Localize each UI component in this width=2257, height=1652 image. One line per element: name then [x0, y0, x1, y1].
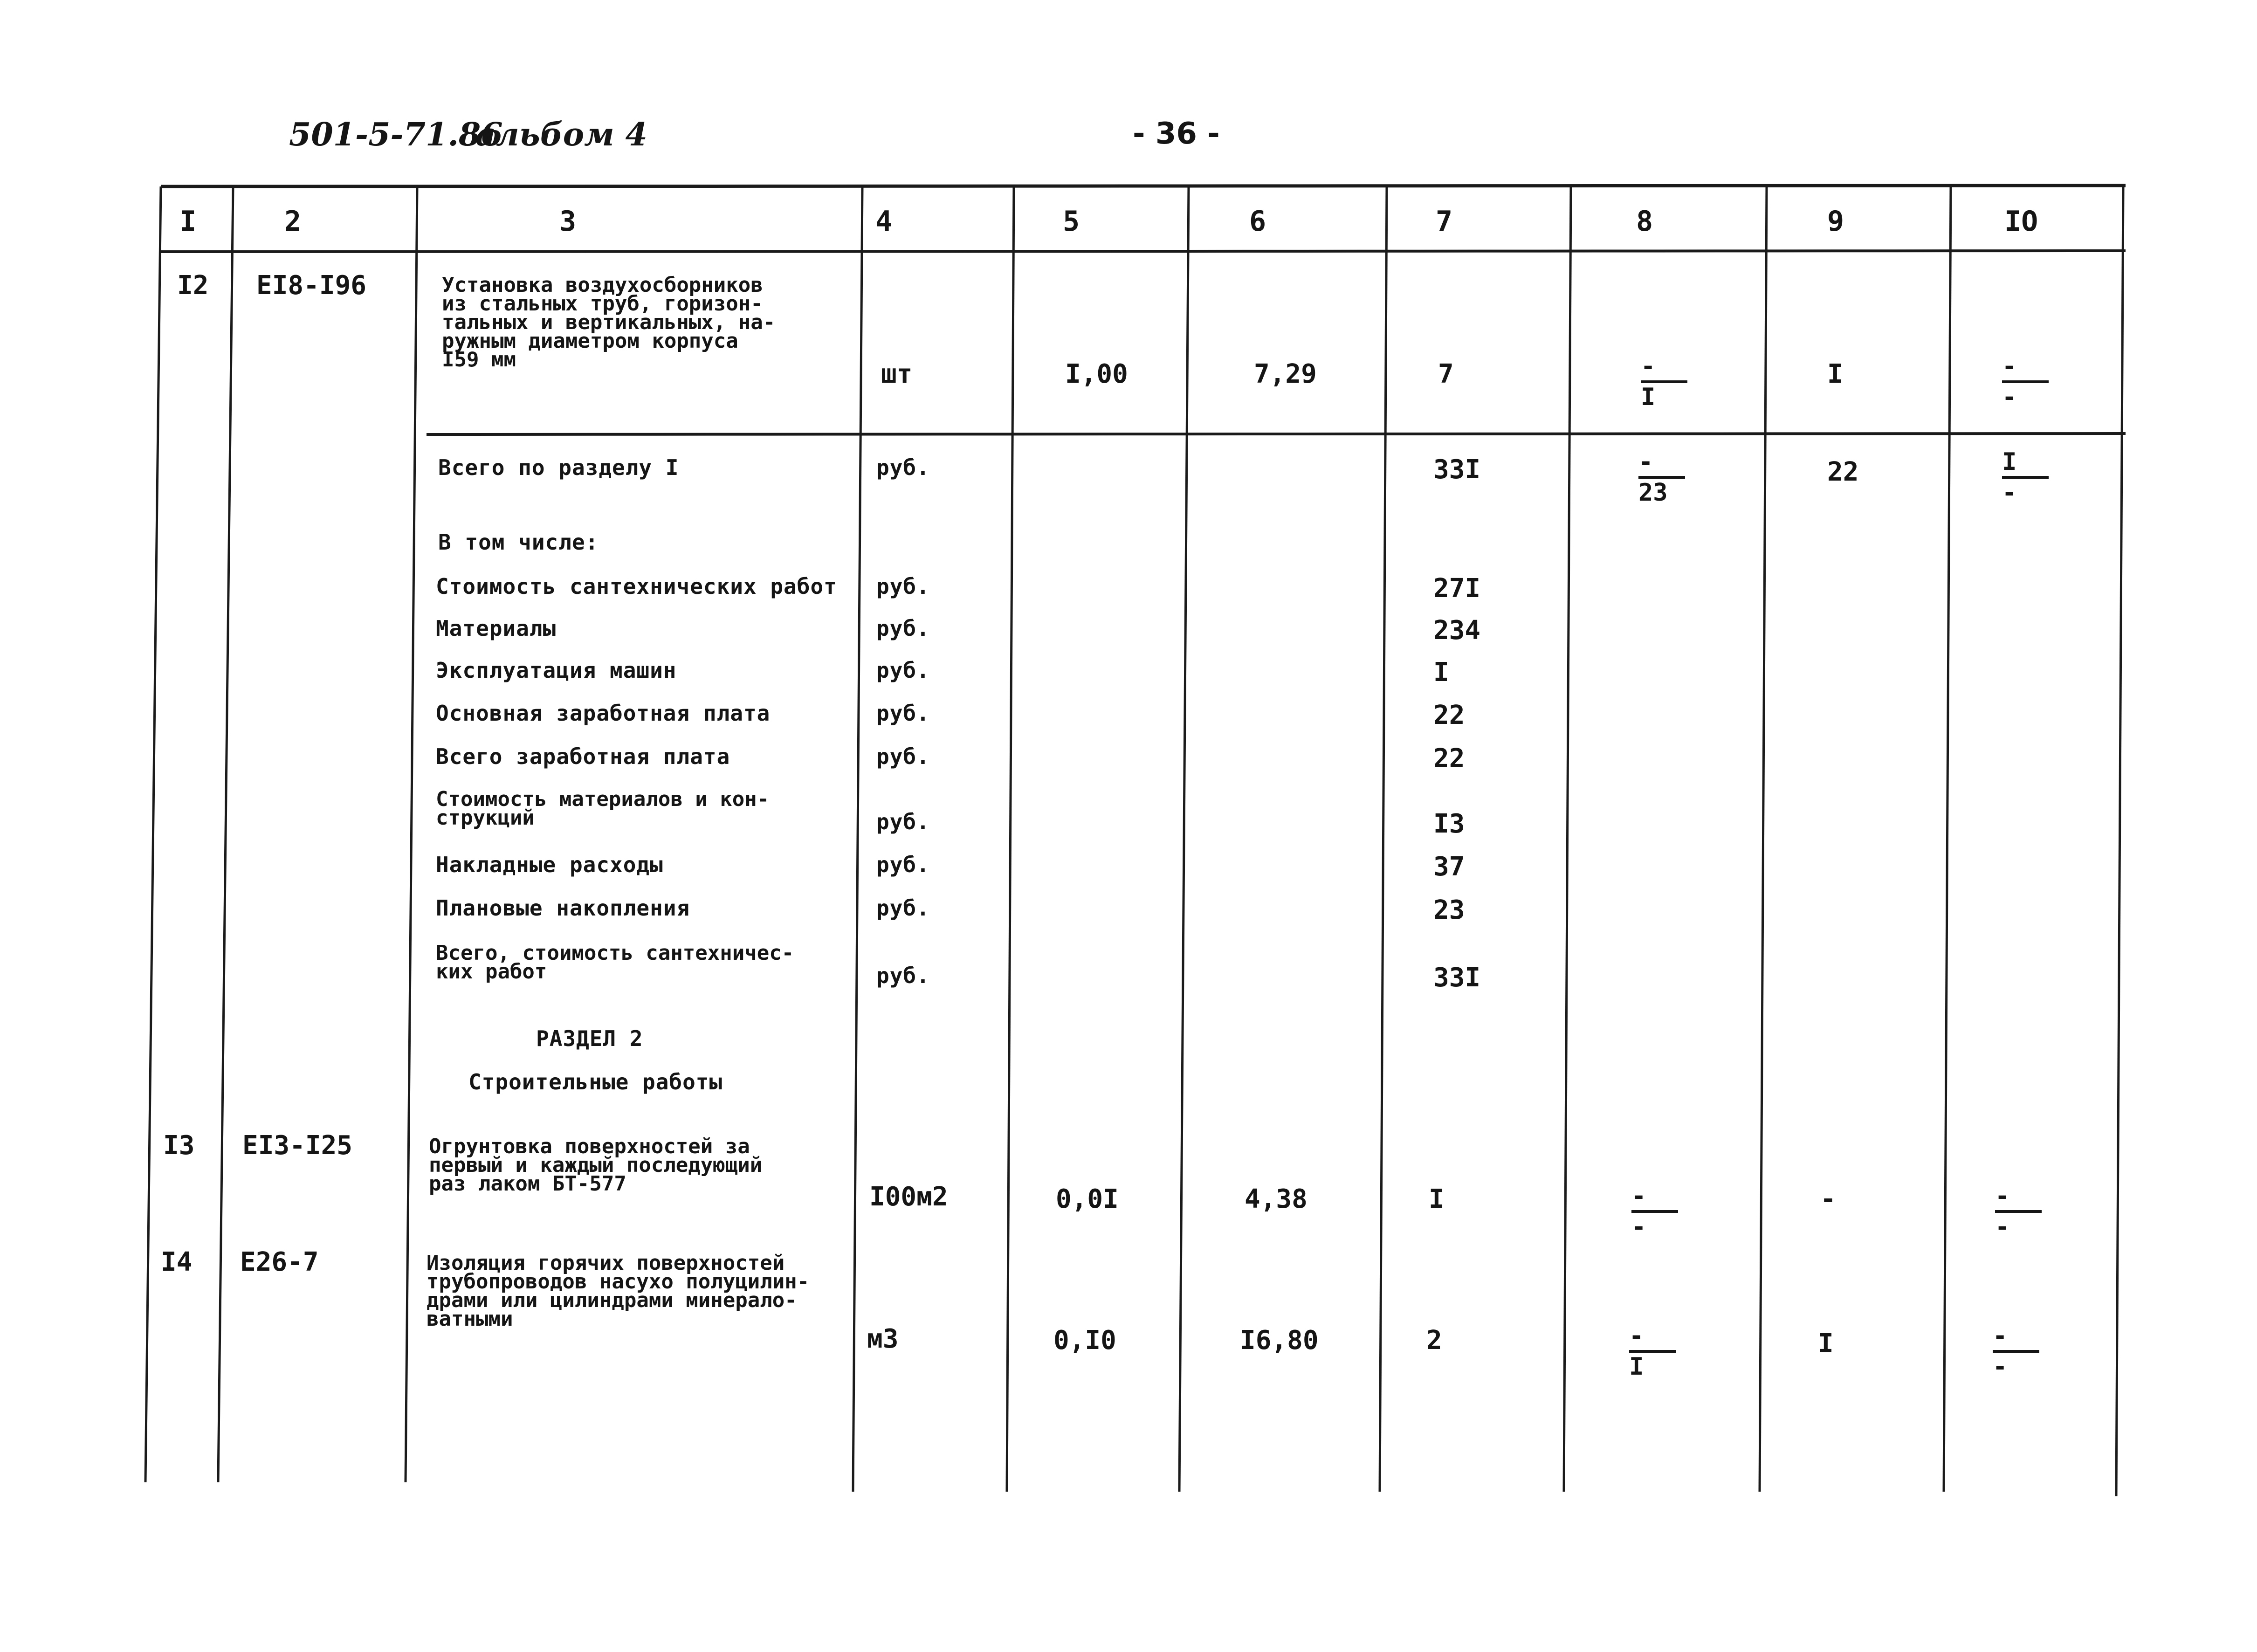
- unit-price: I6,80: [1240, 1325, 1319, 1356]
- unit: шт: [881, 359, 913, 389]
- column-header: 3: [559, 205, 577, 238]
- total-cost: 2: [1426, 1325, 1442, 1356]
- section-subtitle: Строительные работы: [468, 1069, 723, 1094]
- breakdown-unit: руб.: [876, 658, 930, 683]
- breakdown-value: 23: [1433, 895, 1465, 925]
- total-cost: I: [1429, 1184, 1445, 1214]
- unit-price: 4,38: [1245, 1184, 1307, 1214]
- column-header: 9: [1827, 205, 1844, 238]
- breakdown-unit: руб.: [876, 744, 930, 769]
- breakdown-unit: руб.: [876, 895, 930, 921]
- column-header: 8: [1636, 205, 1653, 238]
- column-header: 2: [284, 205, 302, 238]
- breakdown-label: Стоимость материалов и кон- струкций: [436, 787, 770, 830]
- breakdown-value: 37: [1433, 852, 1465, 882]
- breakdown-label: Всего заработная плата: [436, 744, 730, 769]
- breakdown-label: Материалы: [436, 616, 557, 641]
- column-9-value: I: [1827, 359, 1843, 389]
- work-description: Изоляция горячих поверхностей трубопроводов насухо полуцилин- драми или цилиндрами минерало- ватными: [427, 1251, 810, 1331]
- row-number: I4: [161, 1247, 193, 1277]
- column-10-value: I -: [2002, 450, 2058, 505]
- column-header: 4: [875, 205, 893, 238]
- column-header: 7: [1436, 205, 1453, 238]
- breakdown-value: I3: [1433, 809, 1465, 839]
- row-number: I3: [163, 1130, 195, 1161]
- column-header: 6: [1249, 205, 1266, 238]
- breakdown-label: Эксплуатация машин: [436, 658, 677, 683]
- column-8-value: - 23: [1638, 450, 1694, 505]
- breakdown-unit: руб.: [876, 701, 930, 726]
- column-9-value: -: [1820, 1184, 1836, 1214]
- column-header: I: [179, 205, 197, 238]
- including-label: В том числе:: [438, 530, 599, 555]
- breakdown-value: 234: [1433, 615, 1481, 646]
- row-number: I2: [177, 270, 209, 301]
- column-8-value: - I: [1629, 1324, 1685, 1379]
- breakdown-unit: руб.: [876, 616, 930, 641]
- document-code: 501-5-71.86: [289, 116, 503, 153]
- column-8-value: - -: [1631, 1184, 1687, 1239]
- breakdown-value: 27I: [1433, 573, 1481, 604]
- section-total-label: Всего по разделу I: [438, 455, 679, 480]
- breakdown-value: 22: [1433, 700, 1465, 730]
- column-header: IO: [2004, 205, 2038, 238]
- total-cost: 7: [1438, 359, 1454, 389]
- breakdown-value: 33I: [1433, 963, 1481, 993]
- work-description: Огрунтовка поверхностей за первый и каждый последующий раз лаком БТ-577: [429, 1135, 763, 1196]
- unit: руб.: [876, 455, 930, 480]
- breakdown-unit: руб.: [876, 852, 930, 877]
- breakdown-value: I: [1433, 657, 1449, 688]
- unit: м3: [867, 1324, 899, 1354]
- column-10-value: - -: [1995, 1184, 2051, 1239]
- column-10-value: - -: [1993, 1324, 2049, 1379]
- rate-code: EI8-I96: [256, 270, 367, 301]
- rate-code: E26-7: [240, 1247, 319, 1277]
- breakdown-unit: руб.: [876, 574, 930, 599]
- breakdown-label: Основная заработная плата: [436, 701, 771, 726]
- work-description: Установка воздухосборников из стальных труб, горизон- тальных и вертикальных, на- ружным диаметром корпуса I59 мм: [442, 273, 776, 372]
- section-title: РАЗДЕЛ 2: [536, 1026, 643, 1051]
- breakdown-unit: руб.: [876, 809, 930, 834]
- column-10-value: - -: [2002, 354, 2058, 409]
- unit-price: 7,29: [1254, 359, 1317, 389]
- quantity: I,00: [1065, 359, 1128, 389]
- column-8-value: - I: [1641, 354, 1697, 409]
- breakdown-unit: руб.: [876, 963, 930, 988]
- total-cost: 33I: [1433, 454, 1481, 485]
- column-9-value: 22: [1827, 457, 1859, 487]
- quantity: 0,I0: [1053, 1325, 1116, 1356]
- album-label: альбом 4: [475, 116, 647, 153]
- unit: I00м2: [869, 1182, 948, 1212]
- breakdown-label: Всего, стоимость сантехничес- ких работ: [436, 941, 794, 984]
- page-number: - 36 -: [1133, 117, 1220, 151]
- column-9-value: I: [1818, 1328, 1834, 1359]
- rate-code: EI3-I25: [242, 1130, 353, 1161]
- breakdown-value: 22: [1433, 743, 1465, 774]
- column-header: 5: [1063, 205, 1080, 238]
- breakdown-label: Накладные расходы: [436, 852, 663, 877]
- quantity: 0,0I: [1056, 1184, 1119, 1214]
- breakdown-label: Плановые накопления: [436, 895, 690, 921]
- breakdown-label: Стоимость сантехнических работ: [436, 574, 837, 599]
